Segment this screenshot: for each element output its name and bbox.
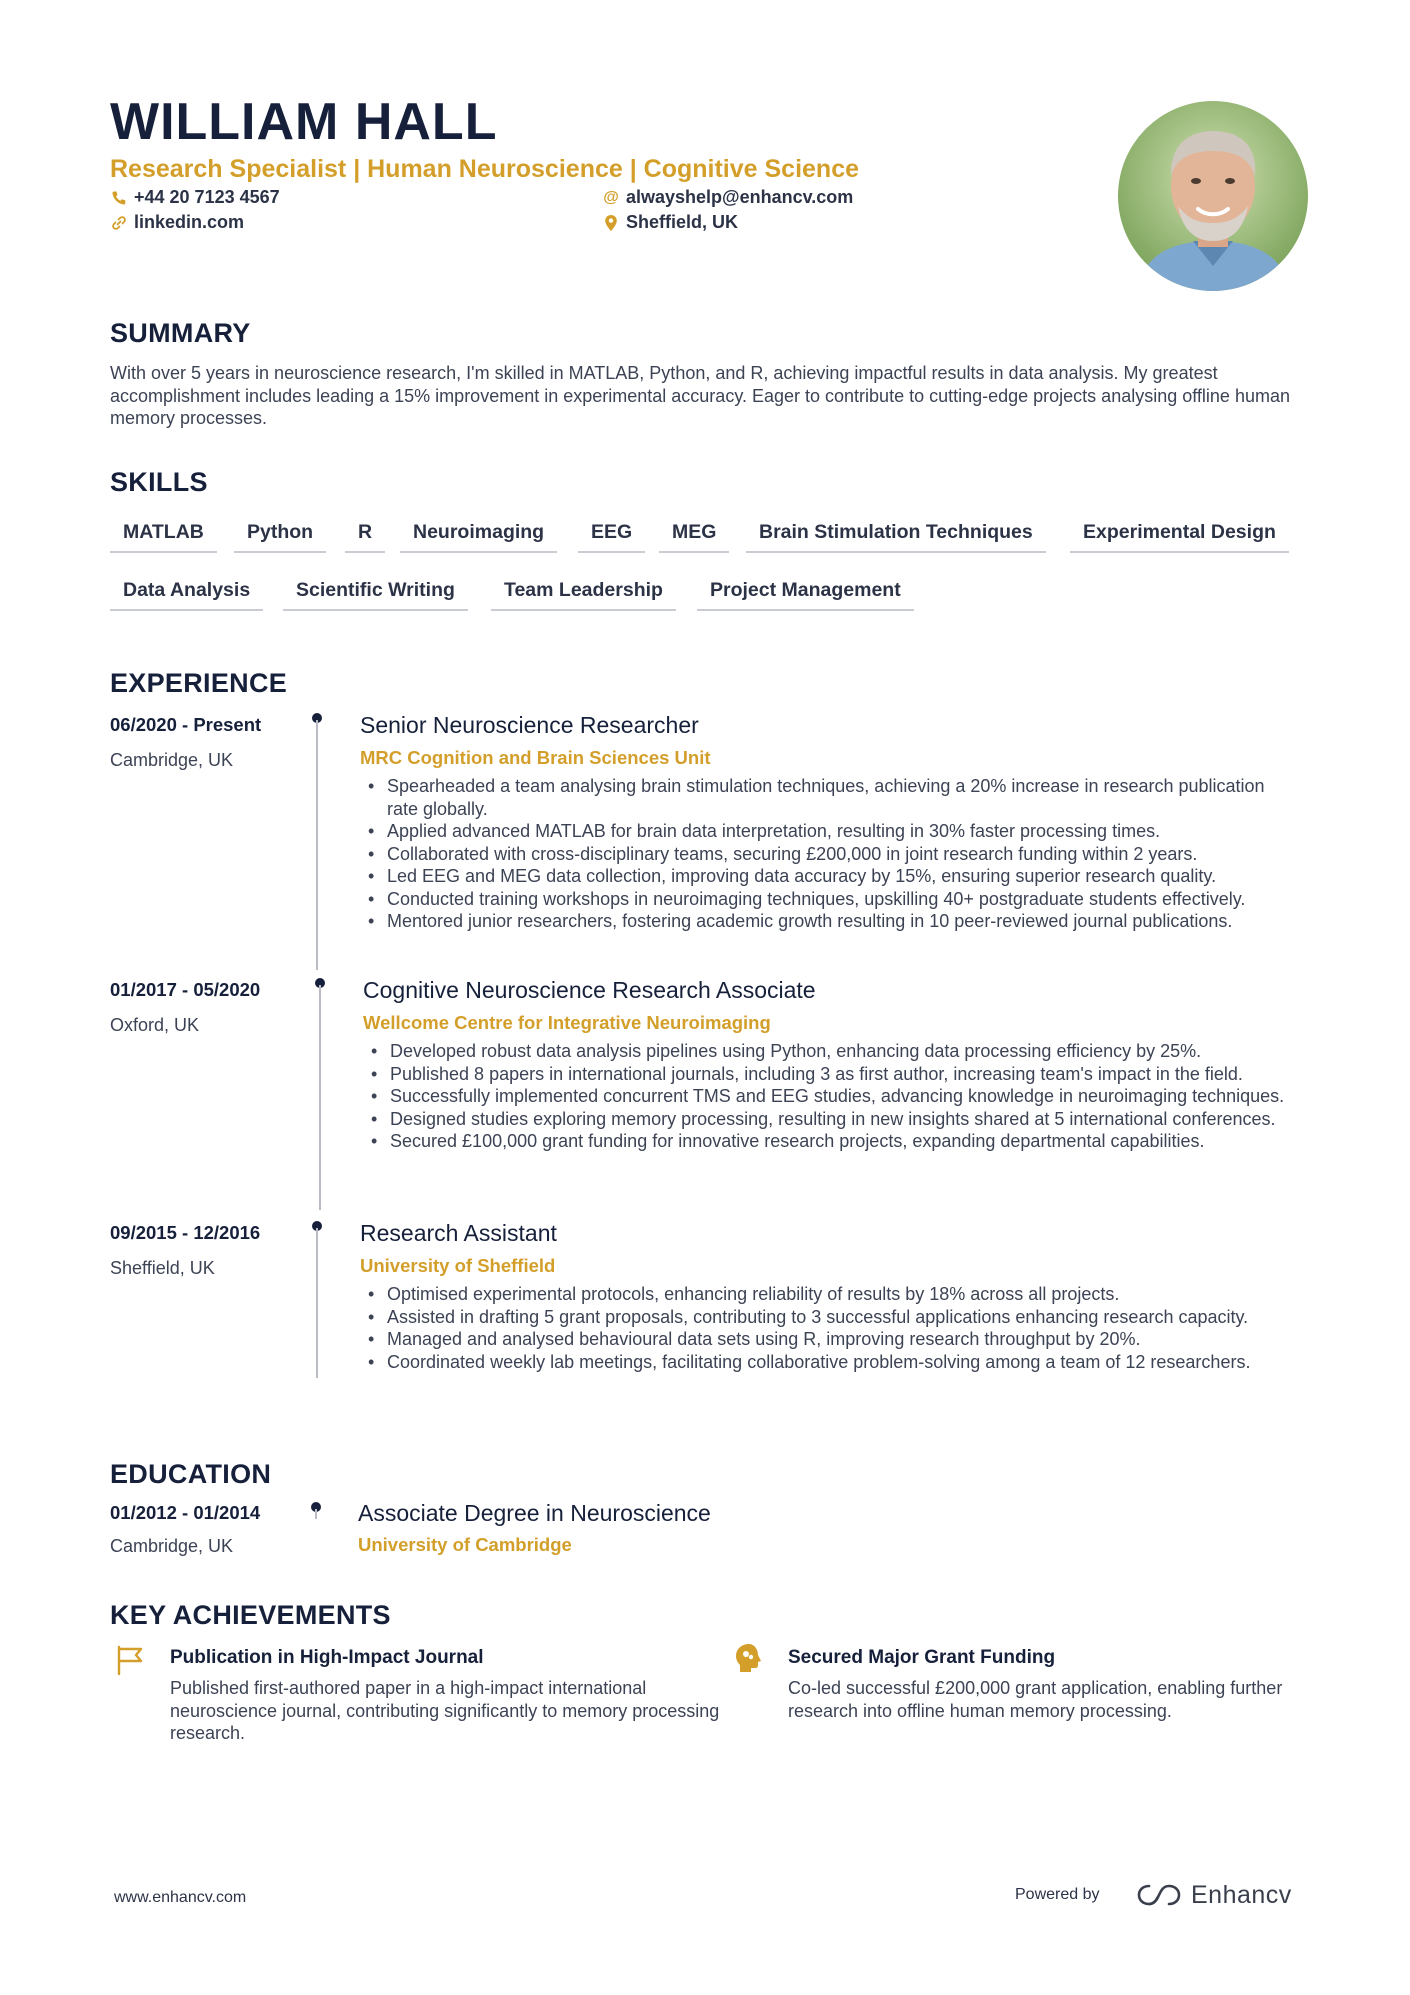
- job-location: Oxford, UK: [110, 1015, 200, 1035]
- footer-url[interactable]: www.enhancv.com: [114, 1889, 247, 1906]
- skill-tag: Python: [234, 513, 326, 553]
- link-icon: [108, 215, 130, 231]
- timeline-line: [319, 985, 321, 1210]
- list-item: • Applied advanced MATLAB for brain data interpretation, resulting in 30% faster processing times.: [360, 820, 1300, 843]
- achievements-title: KEY ACHIEVEMENTS: [110, 1600, 391, 1630]
- location-contact: [600, 212, 738, 233]
- achievement-description: Published first-authored paper in a high-impact international neuroscience journal, contributing significantly to memory processing research.: [170, 1678, 720, 1743]
- job-location: Sheffield, UK: [110, 1258, 215, 1278]
- head-brain-icon: [732, 1641, 766, 1675]
- summary-title: SUMMARY: [110, 318, 251, 348]
- profile-photo: [1118, 101, 1308, 291]
- job-role: Research Assistant: [360, 1220, 557, 1246]
- email-text: alwayshelp@enhancv.com: [626, 187, 854, 207]
- timeline-line: [315, 1509, 317, 1519]
- flag-icon: [114, 1643, 148, 1677]
- list-item: • Spearheaded a team analysing brain stimulation techniques, achieving a 20% increase in research publication rate globally.: [360, 775, 1300, 820]
- candidate-headline: Research Specialist | Human Neuroscience | Cognitive Science: [110, 155, 859, 183]
- job-organization: MRC Cognition and Brain Sciences Unit: [360, 747, 711, 768]
- list-item: • Managed and analysed behavioural data sets using R, improving research throughput by 20%.: [360, 1328, 1300, 1351]
- enhancv-logo-icon: [1135, 1882, 1183, 1908]
- achievement-title: Secured Major Grant Funding: [788, 1647, 1056, 1668]
- timeline-line: [316, 720, 318, 970]
- list-item: • Successfully implemented concurrent TMS and EEG studies, advancing knowledge in neuroimaging techniques.: [363, 1085, 1323, 1108]
- skill-tag: Team Leadership: [491, 571, 676, 611]
- location-text: Sheffield, UK: [626, 212, 739, 232]
- phone-contact: [108, 187, 280, 208]
- timeline-line: [316, 1228, 318, 1378]
- list-item: • Coordinated weekly lab meetings, facilitating collaborative problem-solving among a team of 12 researchers.: [360, 1351, 1300, 1374]
- skill-tag: Data Analysis: [110, 571, 263, 611]
- list-item: • Published 8 papers in international journals, including 3 as first author, increasing team's impact in the field.: [363, 1063, 1323, 1086]
- phone-text: +44 20 7123 4567: [134, 187, 280, 207]
- job-bullets: [363, 1040, 1323, 1153]
- education-location: Cambridge, UK: [110, 1536, 234, 1556]
- skill-tag: EEG: [578, 513, 645, 553]
- degree-title: Associate Degree in Neuroscience: [358, 1500, 711, 1526]
- job-organization: University of Sheffield: [360, 1255, 556, 1276]
- list-item: • Optimised experimental protocols, enhancing reliability of results by 18% across all projects.: [360, 1283, 1300, 1306]
- skill-tag: Project Management: [697, 571, 914, 611]
- powered-by-label: Powered by: [1015, 1886, 1100, 1903]
- job-bullets: [360, 775, 1300, 933]
- education-title: EDUCATION: [110, 1459, 272, 1489]
- candidate-name: WILLIAM HALL: [110, 93, 498, 151]
- list-item: • Collaborated with cross-disciplinary teams, securing £200,000 in joint research funding within 2 years.: [360, 843, 1300, 866]
- list-item: • Assisted in drafting 5 grant proposals, contributing to 3 successful applications enhancing research capacity.: [360, 1306, 1300, 1329]
- experience-title: EXPERIENCE: [110, 668, 288, 698]
- job-bullets: [360, 1283, 1300, 1373]
- education-dates: 01/2012 - 01/2014: [110, 1502, 261, 1523]
- list-item: • Mentored junior researchers, fostering academic growth resulting in 10 peer-reviewed journal publications.: [360, 910, 1300, 933]
- achievement-description: Co-led successful £200,000 grant application, enabling further research into offline human memory processing.: [788, 1678, 1283, 1721]
- achievement-title: Publication in High-Impact Journal: [170, 1647, 484, 1668]
- job-dates: 06/2020 - Present: [110, 714, 262, 735]
- summary-text: With over 5 years in neuroscience research, I'm skilled in MATLAB, Python, and R, achieving impactful results in data analysis. My greatest accomplishment includes leading a 15% improvement in experimental accuracy. Eager to contribute to cutting-edge projects analysing offline human memory processes.: [110, 363, 1290, 428]
- list-item: • Developed robust data analysis pipelines using Python, enhancing data processing efficiency by 25%.: [363, 1040, 1323, 1063]
- list-item: • Led EEG and MEG data collection, improving data accuracy by 15%, ensuring superior research quality.: [360, 865, 1300, 888]
- phone-icon: [108, 190, 130, 206]
- list-item: • Secured £100,000 grant funding for innovative research projects, expanding departmental capabilities.: [363, 1130, 1323, 1153]
- linkedin-text: linkedin.com: [134, 212, 245, 232]
- job-dates: 09/2015 - 12/2016: [110, 1222, 261, 1243]
- skill-tag: Brain Stimulation Techniques: [746, 513, 1046, 553]
- skill-tag: R: [345, 513, 385, 553]
- skills-title: SKILLS: [110, 467, 208, 497]
- list-item: • Designed studies exploring memory processing, resulting in new insights shared at 5 international conferences.: [363, 1108, 1323, 1131]
- skill-tag: Experimental Design: [1070, 513, 1289, 553]
- brand-logo: [1135, 1878, 1292, 1912]
- skill-tag: Neuroimaging: [400, 513, 557, 553]
- skill-tag: Scientific Writing: [283, 571, 468, 611]
- job-dates: 01/2017 - 05/2020: [110, 979, 261, 1000]
- job-role: Cognitive Neuroscience Research Associate: [363, 977, 816, 1003]
- location-pin-icon: [600, 214, 622, 232]
- school-name: University of Cambridge: [358, 1534, 572, 1555]
- at-icon: @: [603, 188, 619, 206]
- skill-tag: MEG: [659, 513, 729, 553]
- list-item: • Conducted training workshops in neuroimaging techniques, upskilling 40+ postgraduate students effectively.: [360, 888, 1300, 911]
- skill-tag: MATLAB: [110, 513, 217, 553]
- email-contact[interactable]: [600, 187, 853, 208]
- job-role: Senior Neuroscience Researcher: [360, 712, 699, 738]
- brand-name: Enhancv: [1191, 1880, 1292, 1909]
- job-location: Cambridge, UK: [110, 750, 234, 770]
- job-organization: Wellcome Centre for Integrative Neuroimaging: [363, 1012, 771, 1033]
- linkedin-contact[interactable]: [108, 212, 244, 233]
